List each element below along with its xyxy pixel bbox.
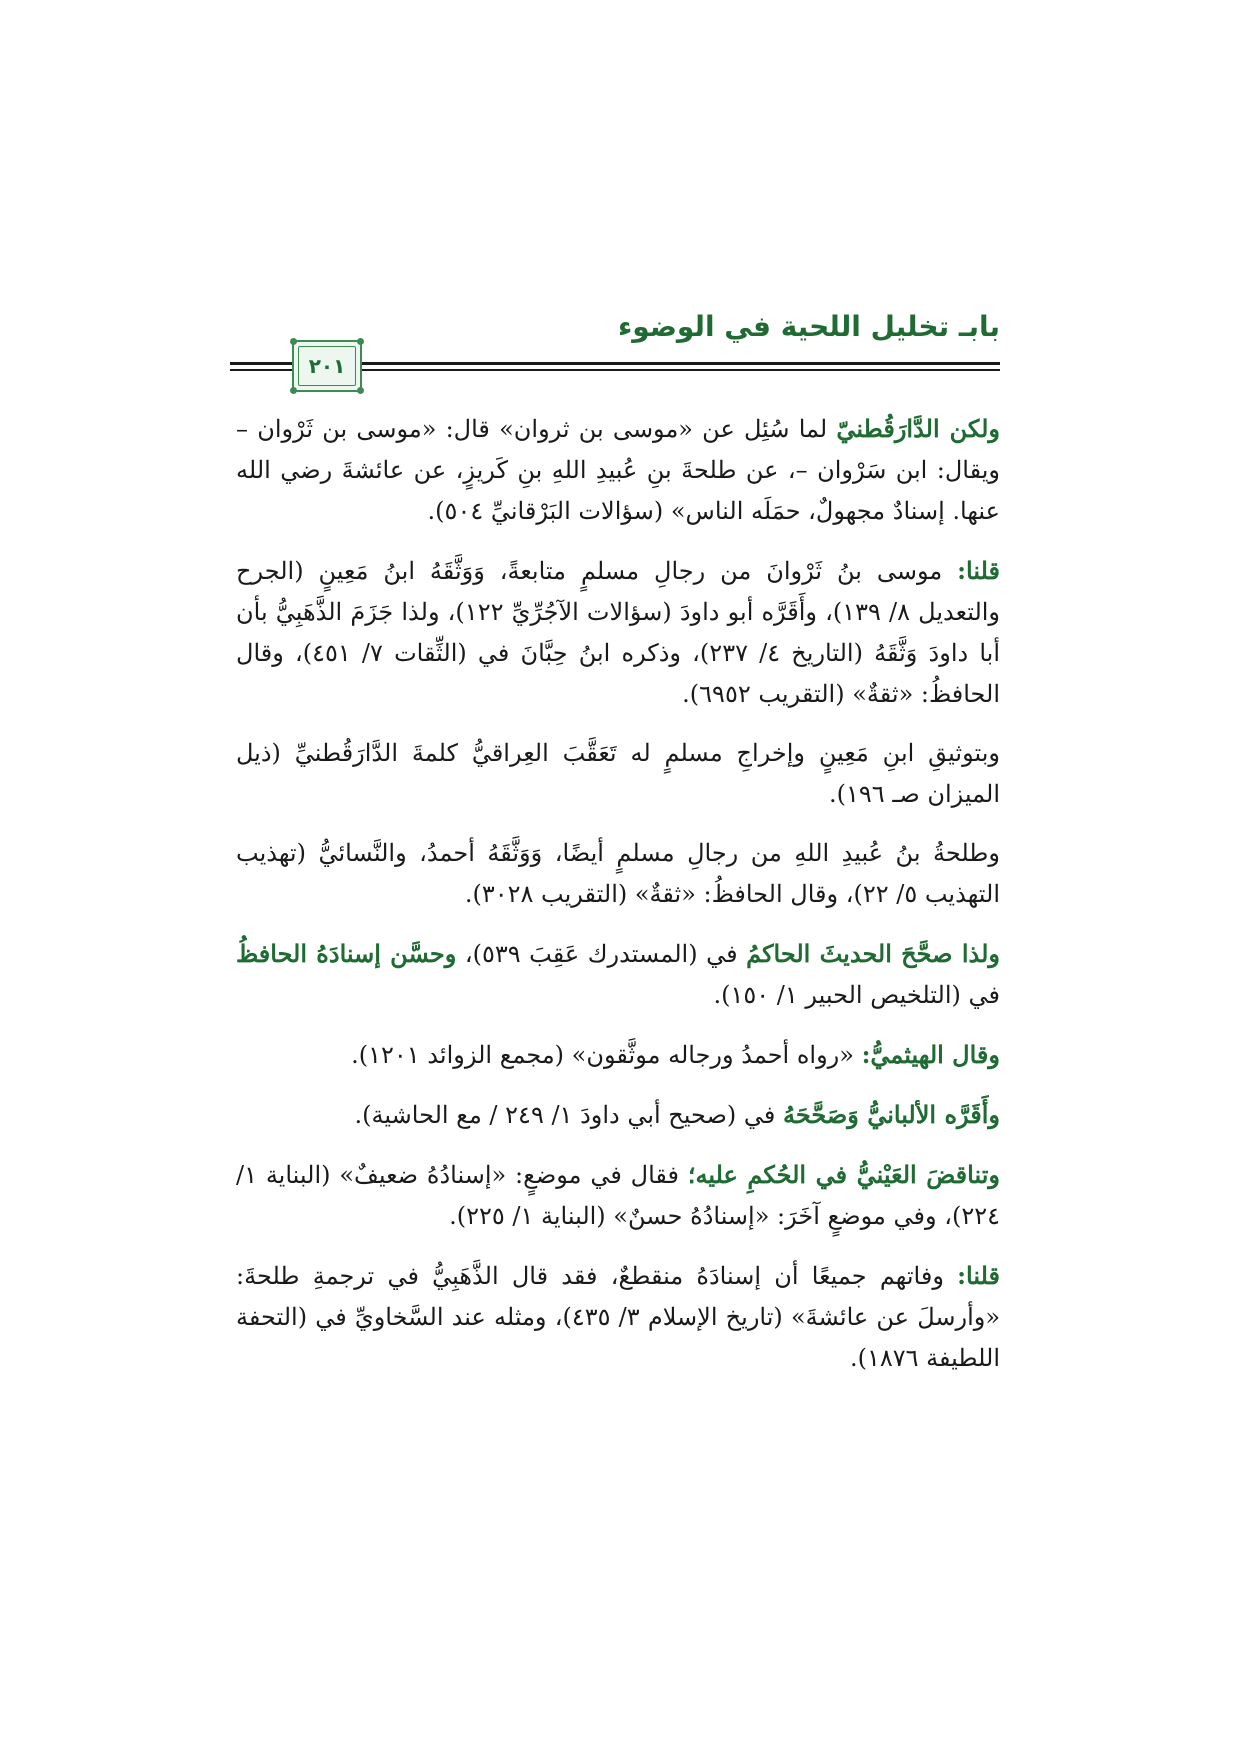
paragraph-part: «رواه أحمدُ ورجاله موثَّقون» (مجمع الزوائد ١٢٠١). (351, 1041, 862, 1069)
paragraph (236, 933, 1000, 1016)
paragraph-part: وفاتهم جميعًا أن إسنادَهُ منقطعٌ، فقد قال الذَّهَبِيُّ في ترجمةِ طلحةَ: «وأرسلَ عن عائشةَ» (تاريخ الإسلام ٣/ ٤٣٥)، ومثله عند السَّخاويِّ في (التحفة اللطيفة ١٨٧٦). (236, 1262, 1001, 1372)
paragraph (236, 733, 1000, 815)
paragraph-part: وتناقضَ العَيْنيُّ في الحُكمِ عليه؛ (687, 1160, 1000, 1189)
paragraph-part: موسى بنُ ثَرْوانَ من رجالِ مسلمٍ متابعةً، وَوَثَّقَهُ ابنُ مَعِينٍ (الجرح والتعديل ٨/ ١٣٩)، وأَقَرَّه أبو داودَ (سؤالات الآجُرِّيِّ ١٢٢)، ولذا جَزَمَ الذَّهَبِيُّ بأن أبا داودَ وَثَّقَهُ (التاريخ ٤/ ٢٣٧)، وذكره ابنُ حِبَّانَ في (الثِّقات ٧/ ٤٥١)، وقال الحافظُ: «ثقةٌ» (التقريب ٦٩٥٢). (236, 557, 1001, 708)
page-body (236, 408, 1000, 1397)
paragraph-part: في (التلخيص الحبير ١/ ١٥٠). (713, 981, 1000, 1009)
paragraph-part: وحسَّن إسنادَهُ الحافظُ (236, 939, 457, 968)
paragraph (236, 1255, 1000, 1379)
paragraph-part: في (المستدرك عَقِبَ ٥٣٩)، (456, 940, 747, 968)
paragraph (236, 1094, 1000, 1136)
header-rule-right (362, 362, 1000, 372)
paragraph (236, 1034, 1000, 1076)
paragraph (236, 1154, 1000, 1237)
paragraph-part: وأَقَرَّه الألبانيُّ وَصَحَّحَهُ (783, 1100, 1000, 1129)
paragraph-part: وطلحةُ بنُ عُبيدِ اللهِ من رجالِ مسلمٍ أيضًا، وَوَثَّقَهُ أحمدُ، والنَّسائيُّ (تهذيب التهذيب ٥/ ٢٢)، وقال الحافظُ: «ثقةٌ» (التقريب ٣٠٢٨). (236, 839, 1000, 908)
page-header (0, 0, 1240, 400)
paragraph-part: وقال الهيثميُّ: (861, 1040, 1000, 1069)
paragraph-part: ولكن الدَّارَقُطنيّ (836, 414, 1000, 443)
paragraph-part: في (صحيح أبي داودَ ١/ ٢٤٩ / مع الحاشية). (354, 1101, 784, 1129)
paragraph (236, 833, 1000, 915)
paragraph-part: فقال في موضعٍ: «إسنادُهُ ضعيفٌ» (البناية ١/ ٢٢٤)، وفي موضعٍ آخَرَ: «إسنادُهُ حسنٌ» (البناية ١/ ٢٢٥). (236, 1161, 1000, 1230)
paragraph-part: قلنا: (957, 1261, 1000, 1290)
paragraph-part: قلنا: (957, 556, 1000, 585)
paragraph (236, 550, 1000, 715)
page-number-badge (292, 340, 362, 392)
paragraph-part: وبتوثيقِ ابنِ مَعِينٍ وإخراجِ مسلمٍ له تَعَقَّبَ العِراقيُّ كلمةَ الدَّارَقُطنيِّ (ذيل الميزان صـ ١٩٦). (236, 739, 1000, 808)
paragraph-part: ولذا صحَّحَ الحديثَ الحاكمُ (746, 939, 1000, 968)
paragraph (236, 408, 1000, 532)
chapter-title: بابـ تخليل اللحية في الوضوء (617, 310, 1000, 343)
page-number: ٢٠١ (298, 346, 356, 386)
header-rule-left (230, 362, 292, 372)
paragraph-part: لما سُئِل عن «موسى بن ثروان» قال: «موسى بن ثَرْوان – ويقال: ابن سَرْوان –، عن طلحةَ بنِ عُبيدِ اللهِ بنِ كَريزٍ، عن عائشةَ رضي الله عنها. إسنادٌ مجهولٌ، حمَلَه الناس» (سؤالات البَرْقانيِّ ٥٠٤). (236, 415, 1000, 525)
